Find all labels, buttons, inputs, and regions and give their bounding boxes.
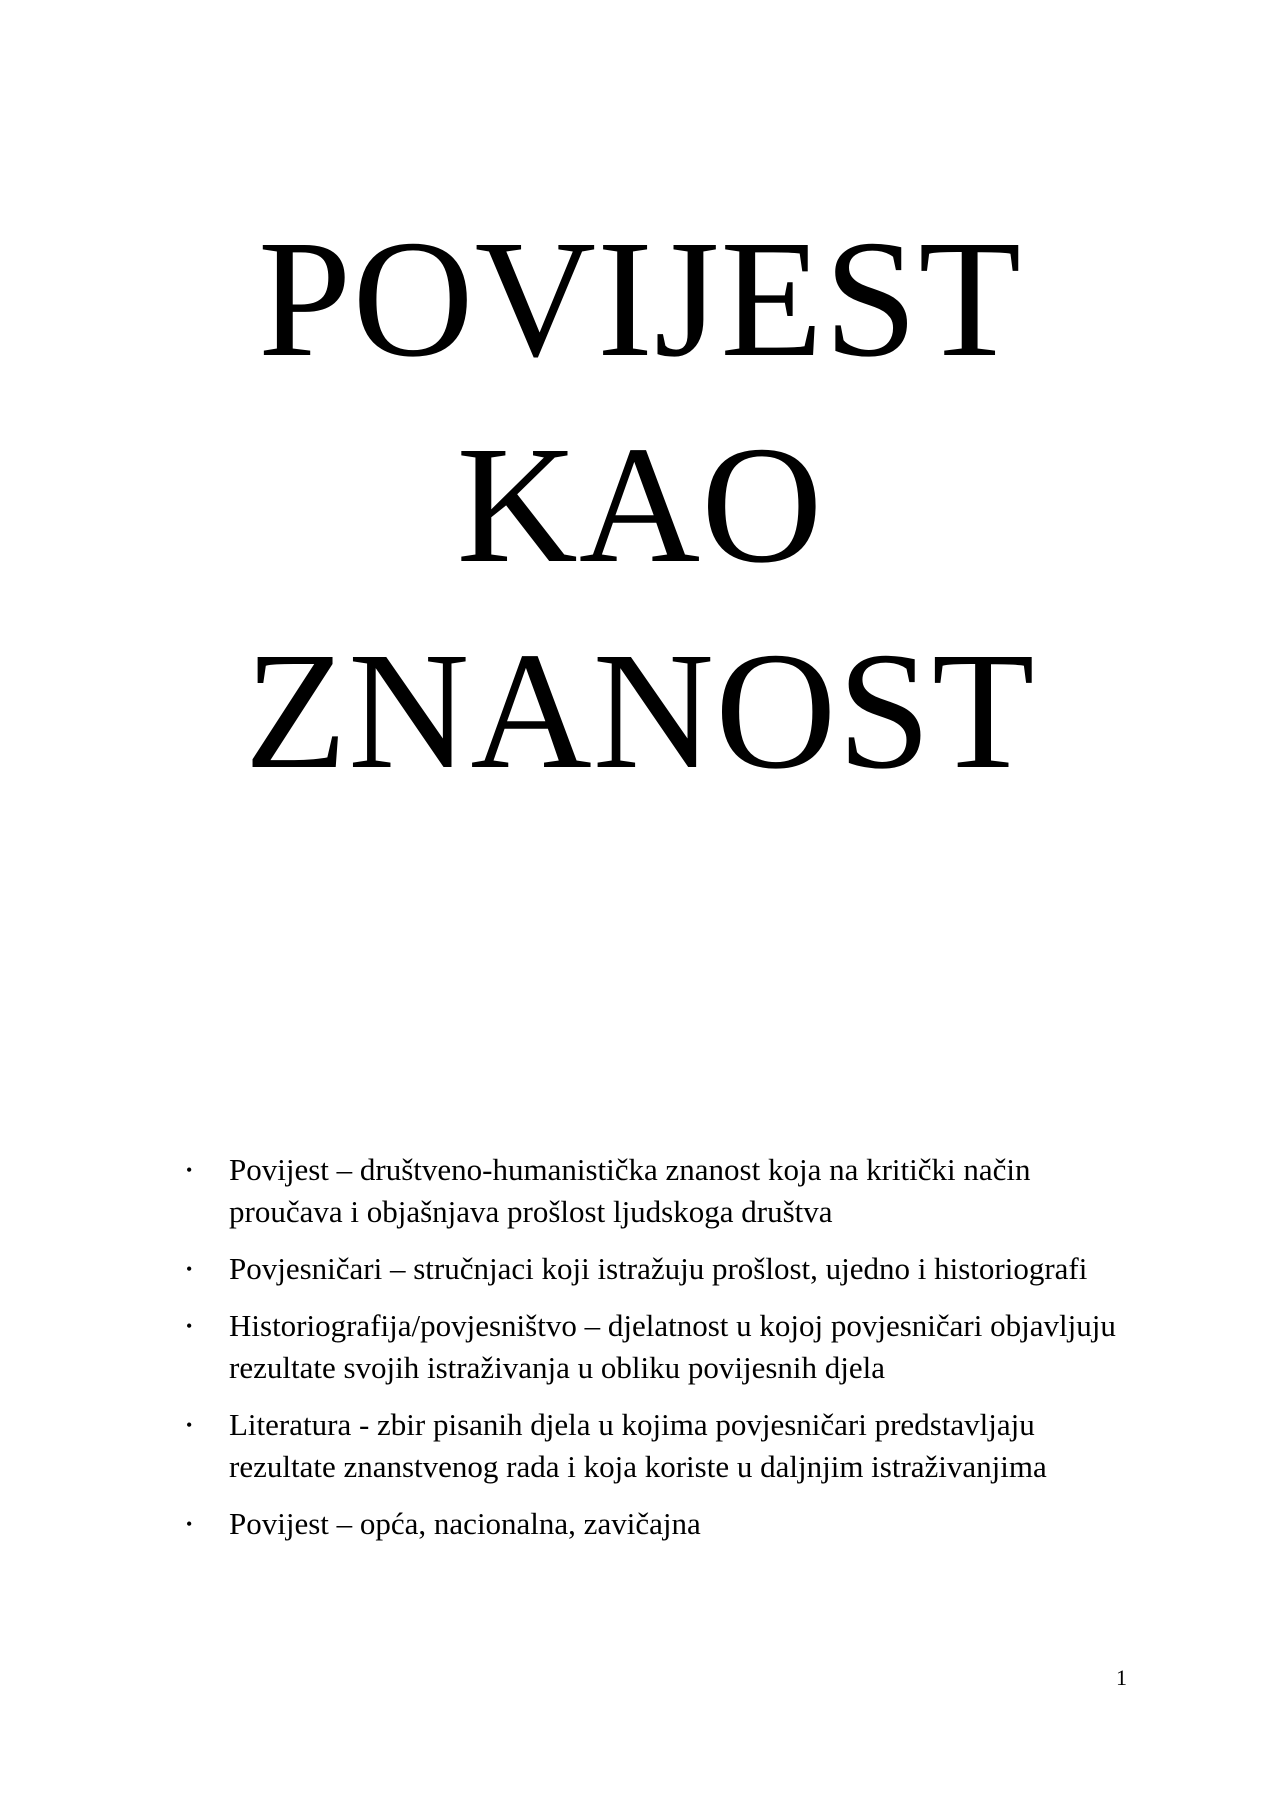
title-line-3: ZNANOST	[244, 618, 1036, 804]
list-item	[186, 1248, 1146, 1290]
title-line-1: POVIJEST	[257, 206, 1023, 392]
list-item	[186, 1305, 1146, 1389]
list-item-text: Historiografija/povjesništvo – djelatnost u kojoj povjesničari objavljuju rezultate svojih istraživanja u obliku povijesnih djela	[229, 1308, 1116, 1385]
bullet-icon: •	[186, 1160, 193, 1180]
page-number: 1	[1116, 1665, 1127, 1690]
bullet-list	[186, 1149, 1146, 1560]
bullet-icon: •	[186, 1514, 193, 1534]
bullet-icon: •	[186, 1316, 193, 1336]
list-item	[186, 1404, 1146, 1488]
list-item-text: Povijest – društveno-humanistička znanost koja na kritički način proučava i objašnjava prošlost ljudskoga društva	[229, 1152, 1031, 1229]
list-item	[186, 1503, 1146, 1545]
list-item-text: Literatura - zbir pisanih djela u kojima povjesničari predstavljaju rezultate znanstvenog rada i koja koriste u daljnjim istraživanjima	[229, 1407, 1047, 1484]
list-item-text: Povjesničari – stručnjaci koji istražuju prošlost, ujedno i historiografi	[229, 1251, 1088, 1286]
list-item-text: Povijest – opća, nacionalna, zavičajna	[229, 1506, 701, 1541]
page-title	[0, 196, 1280, 814]
title-line-2: KAO	[456, 412, 824, 598]
bullet-icon: •	[186, 1415, 193, 1435]
list-item	[186, 1149, 1146, 1233]
bullet-icon: •	[186, 1259, 193, 1279]
